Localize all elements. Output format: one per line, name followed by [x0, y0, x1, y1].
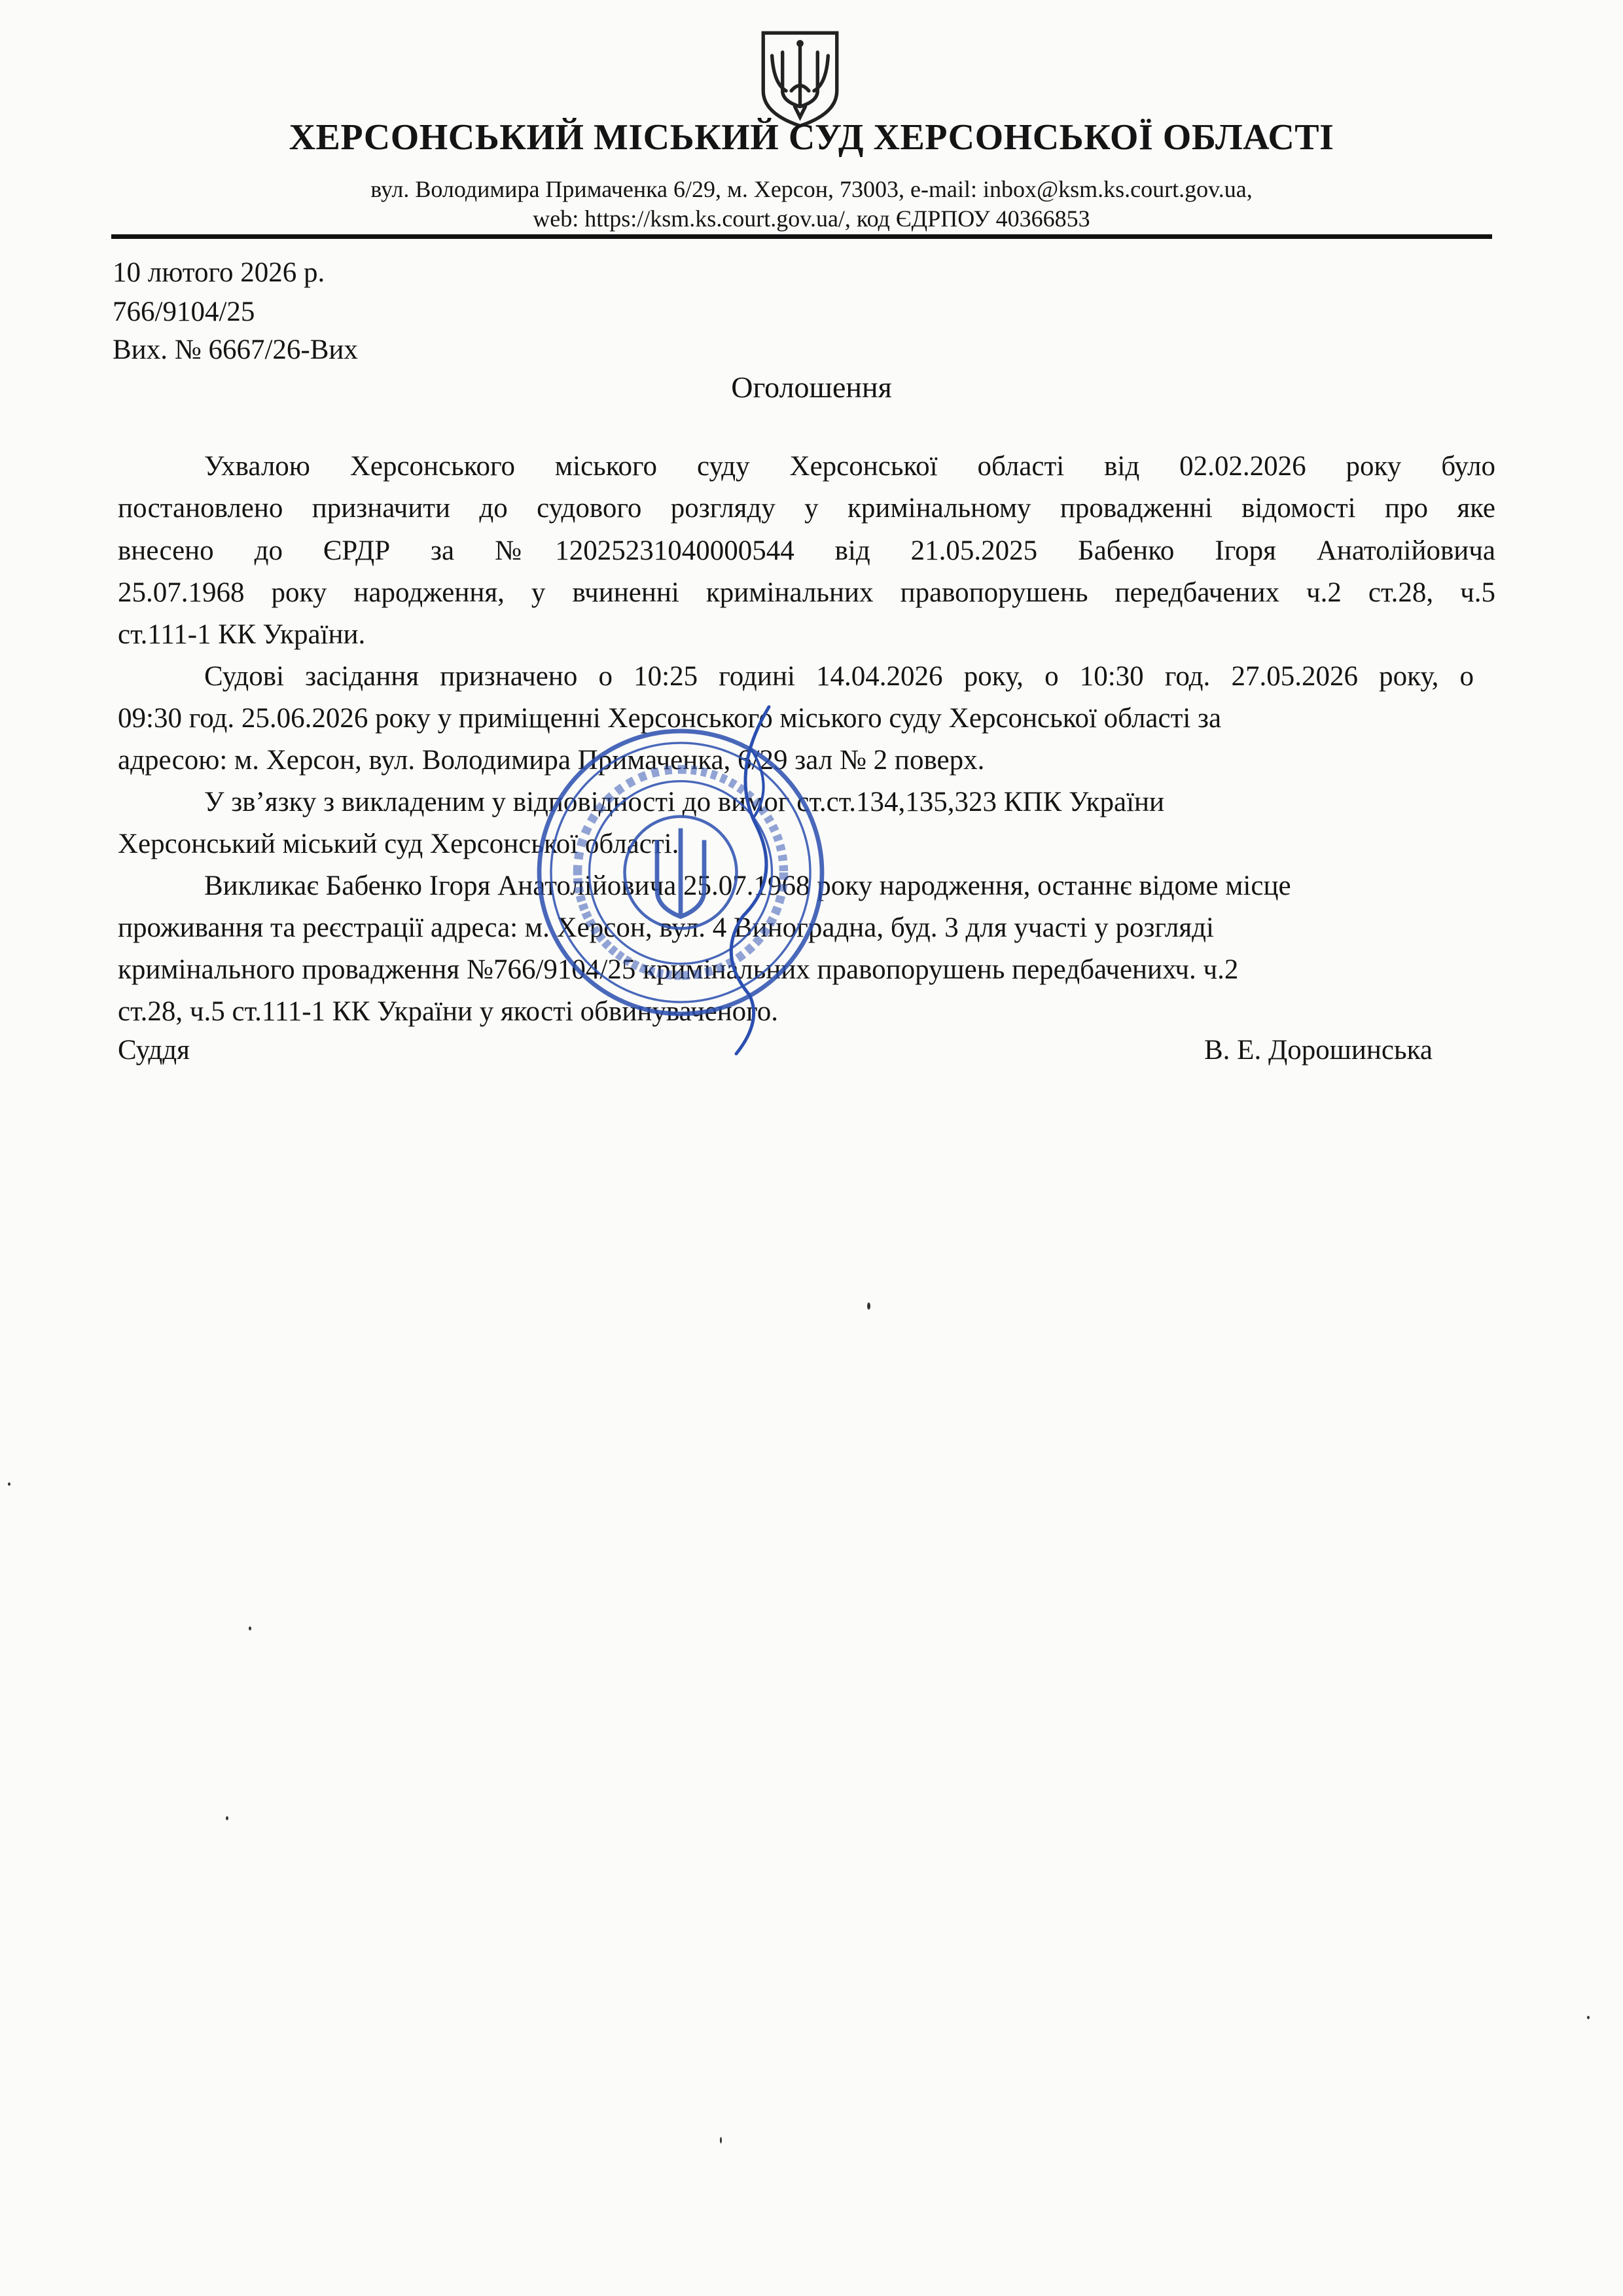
document-heading: Оголошення: [731, 370, 892, 404]
paragraph-2-line-1: Судові засідання призначено о 10:25 годині 14.04.2026 року, о 10:30 год. 27.05.2026 року, о: [204, 661, 1474, 692]
document-date: 10 лютого 2026 р.: [113, 257, 325, 288]
trident-emblem-icon: [756, 29, 844, 128]
paragraph-1-line-2: постановлено призначити до судового розгляду у кримінальному провадженні відомості про яке: [118, 493, 1495, 524]
court-name: ХЕРСОНСЬКИЙ МІСЬКИЙ СУД ХЕРСОНСЬКОЇ ОБЛАСТІ: [289, 117, 1334, 158]
outgoing-number: Вих. № 6667/26-Вих: [113, 334, 358, 365]
paragraph-4-line-1: Викликає Бабенко Ігоря Анатолійовича 25.07.1968 року народження, останнє відоме місце: [204, 870, 1291, 901]
scan-speck: [226, 1816, 228, 1820]
paragraph-4-line-2: проживання та реєстрації адреса: м. Херсон, вул. 4 Виноградна, буд. 3 для участі у розгляді: [118, 912, 1214, 943]
paragraph-4-line-3: кримінального провадження №766/9104/25 кримінальних правопорушень передбаченихч. ч.2: [118, 954, 1239, 985]
scan-speck: [8, 1482, 10, 1486]
signer-role: Суддя: [118, 1035, 190, 1066]
paragraph-3-line-1: У зв’язку з викладеним у відповідності до вимог ст.ст.134,135,323 КПК України: [204, 787, 1165, 817]
signer-name: В. Е. Дорошинська: [1204, 1035, 1433, 1066]
paragraph-2-line-2: 09:30 год. 25.06.2026 року у приміщенні Херсонського міського суду Херсонської області за: [118, 703, 1222, 734]
court-address: вул. Володимира Примаченка 6/29, м. Херсон, 73003, e-mail: inbox@ksm.ks.court.gov.ua,: [370, 176, 1253, 202]
paragraph-1-line-5: ст.111-1 КК України.: [118, 619, 366, 650]
scan-speck: [867, 1302, 870, 1310]
case-number: 766/9104/25: [113, 296, 255, 327]
handwritten-signature-icon: [677, 694, 834, 1060]
scan-speck: [1587, 2016, 1590, 2019]
paragraph-4-line-4: ст.28, ч.5 ст.111-1 КК України у якості обвинуваченого.: [118, 996, 778, 1027]
header-divider: [111, 234, 1492, 239]
scan-speck: [720, 2137, 722, 2144]
paragraph-3-line-2: Херсонський міський суд Херсонської області.: [118, 829, 679, 859]
paragraph-1-line-1: Ухвалою Херсонського міського суду Херсонської області від 02.02.2026 року було: [204, 451, 1495, 482]
scan-speck: [249, 1626, 251, 1630]
court-web-and-code: web: https://ksm.ks.court.gov.ua/, код ЄДРПОУ 40366853: [533, 206, 1090, 232]
paragraph-1-line-3: внесено до ЄРДР за №12025231040000544 від 21.05.2025 Бабенко Ігоря Анатолійовича: [118, 535, 1495, 566]
paragraph-1-line-4: 25.07.1968 року народження, у вчиненні кримінальних правопорушень передбачених ч.2 ст.28, ч.5: [118, 577, 1495, 608]
paragraph-2-line-3: адресою: м. Херсон, вул. Володимира Примаченка, 6/29 зал № 2 поверх.: [118, 745, 985, 776]
